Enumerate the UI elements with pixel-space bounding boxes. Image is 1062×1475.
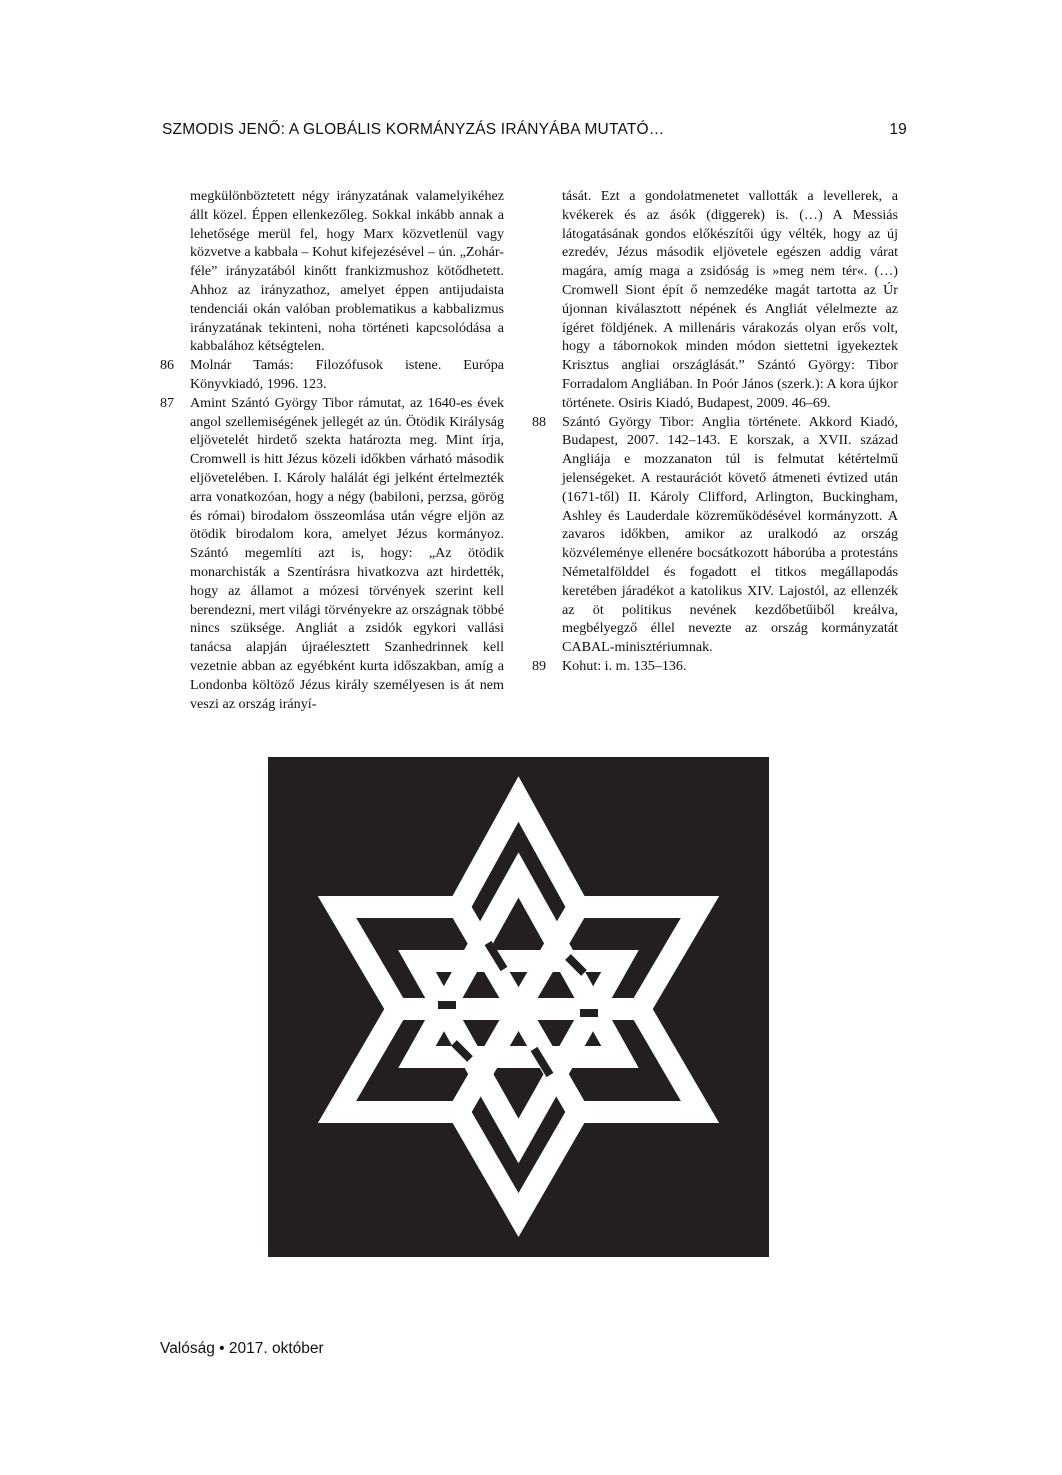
footnote-88 [532,413,898,657]
footnote-85-continued: megkülönböztetett négy irányzatának valamelyikéhez állt közel. Éppen ellenkezőleg. Sokkal inkább annak a lehetősége merül fel, hogy Marx közvetlenül vagy közvetve a kabbala – Kohut kifejezésével – ún. „Zohár-féle” irányzatából kinőtt frankizmushoz kötődhetett. Ahhoz az irányzathoz, amelyet éppen antijudaista tendenciái okán valóban problematikus a kabbalizmus irányzatának tekinteni, noha történeti kapcsolódása a kabbalához kétségtelen. [190,188,504,355]
interlaced-star-figure [268,757,769,1257]
footnote-number: 87 [160,394,175,411]
footnote-text: Amint Szántó György Tibor rámutat, az 1640-es évek angol szellemiségének jellegét az ún. Ötödik Királyság eljövetelét hirdető szekta határozta meg. Mint írja, Cromwell is hitt Jézus közeli időkben várható második eljövetelében. I. Károly halálát égi jelként értelmezték arra vonatkozóan, hogy a négy (babiloni, perzsa, görög és római) birodalom összeomlása után végre eljön az ötödik birodalom kora, amelyet Jézus kormányoz. Szántó megemlíti azt is, hogy: „Az ötödik monarchisták a Szentírásra hivatkozva azt hirdették, hogy az államot a mózesi törvények szerint kell berendezni, mert világi törvényekre az országnak többé nincs szüksége. Angliát a zsidók egykori vallási tanácsa alapján újraélesztett Szanhedrinnek kell vezetnie abban az egyébként kurta időszakban, amíg a Londonba költöző Jézus király személyesen is át nem veszi az ország irányí- [190,394,504,712]
running-title: SZMODIS JENŐ: A GLOBÁLIS KORMÁNYZÁS IRÁNYÁBA MUTATÓ… [162,121,665,138]
footnote-number: 86 [160,357,175,374]
footnote-89 [532,657,898,676]
page-number: 19 [889,121,907,138]
footnote-86 [160,356,504,394]
running-head [162,121,907,139]
right-column [532,187,898,676]
star-of-david-knot-icon [268,757,769,1257]
left-column [160,187,504,713]
footnote-text: Molnár Tamás: Filozófusok istene. Európa Könyvkiadó, 1996. 123. [190,357,504,392]
footnote-text: Kohut: i. m. 135–136. [562,657,687,674]
footnote-text: Szántó György Tibor: Anglia története. Akkord Kiadó, Budapest, 2007. 142–143. E korszak, a XVII. század Angliája e mozzanaton túl is felmutat kétértelmű jelenségeket. A restaurációt követő átmeneti évtized után (1671-től) II. Károly Clifford, Arlington, Buckingham, Ashley és Lauderdale közreműködésével kormányzott. A zavaros időkben, amikor az uralkodó az ország közvéleménye ellenére bocsátkozott háborúba a protestáns Németalfölddel és fogadott el titkos megállapodás keretében járadékot a katolikus XIV. Lajostól, az ellenzék az öt politikus nevének kezdőbetűiből kreálva, megbélyegző éllel nevezte az ország kormányzatát CABAL-minisztériumnak. [562,413,898,656]
footnote-number: 89 [532,657,547,674]
footer: Valóság • 2017. október [160,1340,324,1357]
footnote-number: 88 [532,413,547,430]
footnote-87-continued: tását. Ezt a gondolatmenetet vallották a levellerek, a kvékerek és az ásók (diggerek) is. (…) A Messiás látogatásának gondos előkészítői úgy vélték, hogy az új ezredév, Jézus második eljövetele egészen addig várat magára, amíg maga a zsidóság is »meg nem tér«. (…) Cromwell Siont épít ő nemzedéke magát tartotta az Úr újonnan kiválasztott népének és Angliát vélelmezte az ígéret földjének. A millenáris várakozás olyan erős volt, hogy a tábornokok minden módon siettetni igyekeztek Krisztus angliai országlását.” Szántó György: Tibor Forradalom Angliában. In Poór János (szerk.): A kora újkor története. Osiris Kiadó, Budapest, 2009. 46–69. [562,188,898,411]
footnote-87 [160,394,504,714]
